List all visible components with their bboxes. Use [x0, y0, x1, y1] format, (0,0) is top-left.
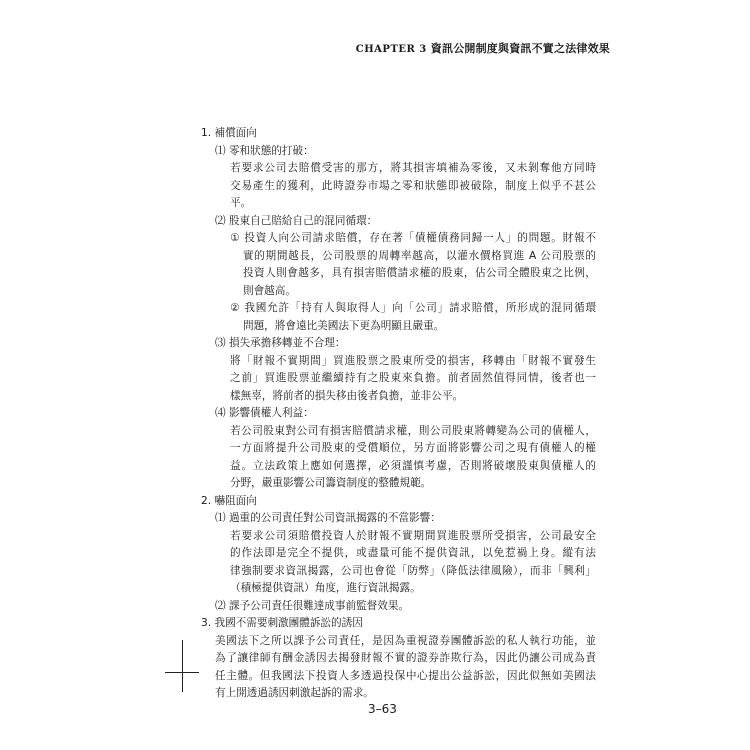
- subsection-heading: ⑵ 課予公司責任很難達成事前監督效果。: [215, 599, 410, 612]
- section-heading: 3. 我國不需要刺激團體訴訟的誘因: [201, 617, 363, 629]
- paragraph-line: 若要求公司須賠償投資人於財報不實期間買進股票所受損害，公司最安全: [230, 529, 596, 542]
- paragraph-line: 實的期間越長，公司股票的周轉率越高，以灌水價格買進 A 公司股票的: [243, 249, 596, 262]
- paragraph-line: 有上開透過誘因刺激起訴的需求。: [215, 687, 374, 699]
- subsection-heading: ⑷ 影響債權人利益：: [215, 407, 314, 419]
- paragraph-line: 將「財報不實期間」買進股票之股東所受的損害，移轉由「財報不實發生: [230, 354, 596, 367]
- chapter-title: 資訊公開制度與資訊不實之法律效果: [430, 42, 610, 55]
- paragraph-line: 任主體。但我國法下投資人多透過投保中心提出公益訴訟，因此似無如美國法: [215, 669, 596, 682]
- paragraph-line: 美國法下之所以課予公司責任，是因為重視證券團體訴訟的私人執行功能，並: [215, 634, 596, 647]
- paragraph-line: 律強制要求資訊揭露，公司也會從「防弊」（降低法律風險），而非「興利」: [230, 564, 596, 577]
- list-item-line: ② 我國允許「持有人與取得人」向「公司」請求賠償，所形成的混同循環: [230, 302, 596, 314]
- paragraph-line: 的作法即是完全不提供，或盡量可能不提供資訊，以免惹禍上身。縱有法: [230, 547, 596, 559]
- paragraph-line: （積極提供資訊）角度，進行資訊揭露。: [230, 582, 421, 594]
- paragraph-line: 樣無辜，將前者的損失移由後者負擔，並非公平。: [230, 389, 464, 402]
- paragraph-line: 問題，將會遠比美國法下更為明顯且嚴重。: [243, 319, 445, 332]
- paragraph-line: 交易產生的獲利，此時證券市場之零和狀態即被破除，制度上似乎不甚公: [230, 179, 596, 192]
- paragraph-line: 若公司股東對公司有損害賠償請求權，則公司股東將轉變為公司的債權人，: [230, 424, 596, 437]
- page-number: 3–63: [368, 702, 397, 716]
- paragraph-line: 若要求公司去賠償受害的那方，將其損害填補為零後，又未剝奪他方同時: [230, 162, 596, 174]
- crop-mark-vertical: [182, 640, 183, 692]
- list-item-line: ① 投資人向公司請求賠償，存在著「債權債務同歸一人」的問題。財報不: [230, 232, 596, 244]
- subsection-heading: ⑶ 損失承擔移轉並不合理：: [215, 337, 346, 349]
- subsection-heading: ⑵ 股東自己賠給自己的混同循環：: [215, 214, 378, 227]
- paragraph-line: 為了讓律師有酬金誘因去揭發財報不實的證券詐欺行為，因此仍讓公司成為責: [215, 652, 596, 664]
- paragraph-line: 則會越高。: [243, 284, 296, 297]
- paragraph-line: 一方面將提升公司股東的受償順位，另方面將影響公司之現有債權人的權: [230, 442, 596, 454]
- paragraph-line: 平。: [230, 197, 252, 209]
- section-heading: 2. 嚇阻面向: [201, 494, 257, 507]
- section-heading: 1. 補償面向: [201, 127, 257, 139]
- crop-mark-horizontal: [165, 672, 199, 673]
- chapter-label: CHAPTER 3: [355, 44, 427, 55]
- paragraph-line: 投資人則會越多，具有損害賠償請求權的股東，佔公司全體股東之比例，: [243, 267, 596, 279]
- page-body: [201, 125, 596, 703]
- paragraph-line: 之前」買進股票並繼續持有之股東來負擔。前者固然值得同情，後者也一: [230, 372, 596, 384]
- subsection-heading: ⑴ 過重的公司責任對公司資訊揭露的不當影響：: [215, 512, 441, 524]
- paragraph-line: 分野，嚴重影響公司籌資制度的整體規範。: [230, 477, 432, 489]
- subsection-heading: ⑴ 零和狀態的打破：: [215, 144, 314, 157]
- running-header: [356, 40, 610, 56]
- paragraph-line: 益。立法政策上應如何選擇，必須謹慎考慮，否則將破壞股東與債權人的: [230, 459, 596, 472]
